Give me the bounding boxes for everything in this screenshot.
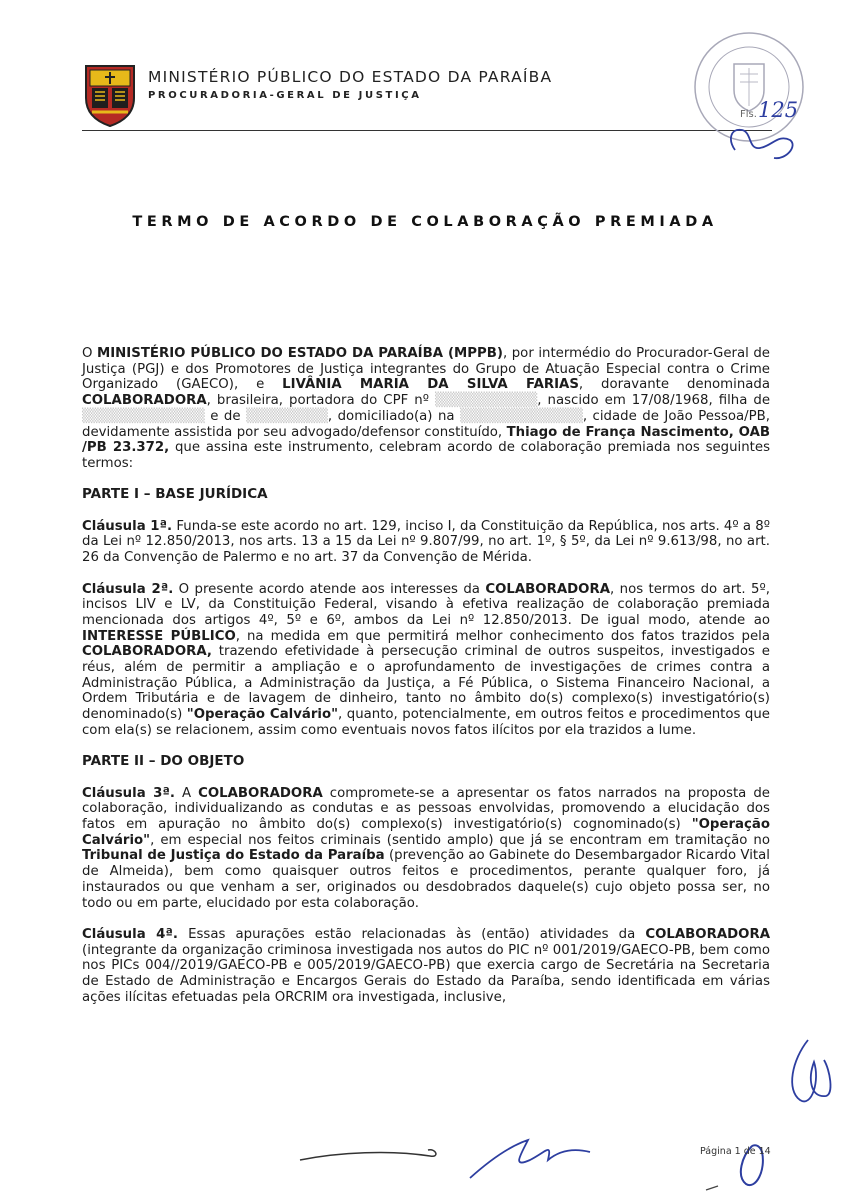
intro-text-9: que assina este instrumento, celebram acordo de colaboração premiada nos seguintes termos:: [82, 440, 770, 471]
redacted-text: ▒▒▒▒▒▒▒▒▒▒▒▒: [82, 408, 205, 424]
official-seal-icon: [690, 28, 808, 146]
intro-text-7: , domiciliado(a) na: [327, 408, 455, 424]
clause-2-label: Cláusula 2ª.: [82, 581, 174, 597]
intro-collaborator-label: COLABORADORA: [82, 393, 207, 409]
part-1-heading: PARTE I – BASE JURÍDICA: [82, 486, 268, 503]
intro-text-3: , doravante denominada: [578, 377, 770, 393]
intro-collaborator-name: LIVÂNIA MARIA DA SILVA FARIAS: [282, 377, 579, 393]
part-2-heading: PARTE II – DO OBJETO: [82, 753, 245, 770]
intro-text-2: , por intermédio do Procurador-Geral de Justiça (PGJ) e dos Promotores de Justiça integrantes do Grupo de Atuação Especial contra o Crime Organizado (GAECO), e: [82, 346, 770, 393]
margin-signature-icon: [792, 1040, 830, 1101]
clause-2-bold: "Operação Calvário": [186, 707, 339, 723]
clause-4-text: Essas apurações estão relacionadas às (então) atividades da: [177, 926, 646, 942]
intro-text-6: e de: [204, 408, 241, 424]
clause-2-text: , na medida em que permitirá melhor conhecimento dos fatos trazidos pela: [235, 628, 770, 644]
clause-2-text: , quanto, potencialmente, em outros feitos e procedimentos que com ela(s) se relacionem, assim como eventuais novos fatos ilícitos por ela trazidos a lume.: [82, 707, 770, 738]
clause-4-bold: COLABORADORA: [645, 926, 770, 942]
clause-4: [82, 927, 770, 1006]
clause-3-text: A: [174, 785, 199, 801]
bottom-signature-2-icon: [470, 1140, 590, 1178]
bottom-signature-1-icon: [300, 1150, 436, 1160]
organization-header: [148, 68, 552, 105]
bottom-mark-icon: [706, 1186, 718, 1190]
clause-3-bold: COLABORADORA: [198, 785, 323, 801]
coat-of-arms-icon: [82, 62, 138, 128]
clause-3-bold: "Operação Calvário": [82, 817, 770, 848]
clause-3-text: compromete-se a apresentar os fatos narrados na proposta de colaboração, individualizando as condutas e as pessoas envolvidas, promovendo a elucidação dos fatos em apuração no âmbito do(s) complexo(s) investigatório(s) cognominado(s): [82, 785, 770, 833]
clause-3-text: , em especial nos feitos criminais (sentido amplo) que já se encontram em tramitação no: [150, 832, 770, 848]
clause-4-text: (integrante da organização criminosa investigada nos autos do PIC nº 001/2019/GAECO-PB, bem como nos PICs 004//2019/GAECO-PB e 005/2019/GAECO-PB) que exercia cargo de Secretária na Secretaria de Estado de Administração e Encargos Gerais do Estado da Paraíba, sendo identificada em várias ações ilícitas efetuadas pela ORCRIM ora investigada, inclusive,: [82, 942, 770, 1005]
clause-2-text: O presente acordo atende aos interesses da: [173, 581, 486, 597]
organization-subtitle: PROCURADORIA-GERAL DE JUSTIÇA: [148, 90, 422, 101]
page-number: Página 1 de 14: [700, 1146, 771, 1157]
clause-3-text: (prevenção ao Gabinete do Desembargador Ricardo Vital de Almeida), bem como quaisquer outros feitos e procedimentos, perante qualquer foro, já instaurados ou que venham a ser, originados ou desdobrados daquele(s) cujo objeto possa ser, no todo ou em parte, elucidado por esta colaboração.: [82, 848, 770, 911]
organization-name: MINISTÉRIO PÚBLICO DO ESTADO DA PARAÍBA: [148, 68, 553, 86]
intro-mppb: MINISTÉRIO PÚBLICO DO ESTADO DA PARAÍBA (MPPB): [97, 346, 503, 361]
clause-3-label: Cláusula 3ª.: [82, 785, 175, 801]
clause-1-label: Cláusula 1ª.: [82, 518, 173, 534]
clause-3: [82, 786, 770, 912]
clause-4-label: Cláusula 4ª.: [82, 926, 178, 942]
clause-2: [82, 582, 770, 739]
intro-text-4: , brasileira, portadora do CPF nº: [206, 393, 429, 409]
redacted-text: ▒▒▒▒▒▒▒▒▒▒: [435, 393, 538, 409]
clause-1: [82, 519, 770, 566]
page-stamp-label: Fls.: [740, 109, 757, 120]
redacted-text: ▒▒▒▒▒▒▒▒▒▒▒▒: [460, 408, 583, 424]
intro-lawyer: Thiago de França Nascimento, OAB /PB 23.372,: [82, 424, 770, 456]
intro-text-1: O: [82, 346, 97, 361]
document-title: TERMO DE ACORDO DE COLABORAÇÃO PREMIADA: [132, 214, 718, 230]
clause-3-bold: Tribunal de Justiça do Estado da Paraíba: [82, 848, 385, 864]
intro-paragraph: [82, 346, 770, 472]
clause-2-text: , nos termos do art. 5º, incisos LIV e LV, da Constituição Federal, visando à efetiva realização de colaboração premiada mencionada dos artigos 4º, 5º e 6º, ambos da Lei nº 12.850/2013. De igual modo, atende ao: [82, 581, 770, 628]
clause-2-bold: INTERESSE PÚBLICO: [82, 628, 236, 644]
intro-text-8: , cidade de João Pessoa/PB, devidamente assistida por seu advogado/defensor constituído,: [82, 408, 770, 440]
clause-2-bold: COLABORADORA: [485, 581, 611, 597]
header-divider: [82, 130, 772, 131]
clause-2-bold: COLABORADORA,: [82, 644, 212, 660]
intro-text-5: , nascido em 17/08/1968, filha de: [537, 393, 770, 409]
clause-2-text: trazendo efetividade à persecução criminal de outros suspeitos, investigados e réus, além de permitir a ampliação e o aprofundamento de investigações de crimes contra a Administração Pública, a Administração da Justiça, a Fé Pública, o Sistema Financeiro Nacional, a Ordem Tributária e de lavagem de dinheiro, tanto no âmbito do(s) complexo(s) investigatório(s) denominado(s): [82, 644, 770, 723]
page-stamp-number: 125: [758, 98, 799, 122]
redacted-text: ▒▒▒▒▒▒▒▒: [246, 408, 328, 424]
document-body: [82, 346, 770, 1005]
clause-1-text: Funda-se este acordo no art. 129, inciso I, da Constituição da República, nos arts. 4º a 8º da Lei nº 12.850/2013, nos arts. 13 a 15 da Lei nº 9.807/99, no art. 1º, § 5º, da Lei nº 9.613/98, no art. 26 da Convenção de Palermo e no art. 37 da Convenção de Mérida.: [82, 518, 770, 566]
